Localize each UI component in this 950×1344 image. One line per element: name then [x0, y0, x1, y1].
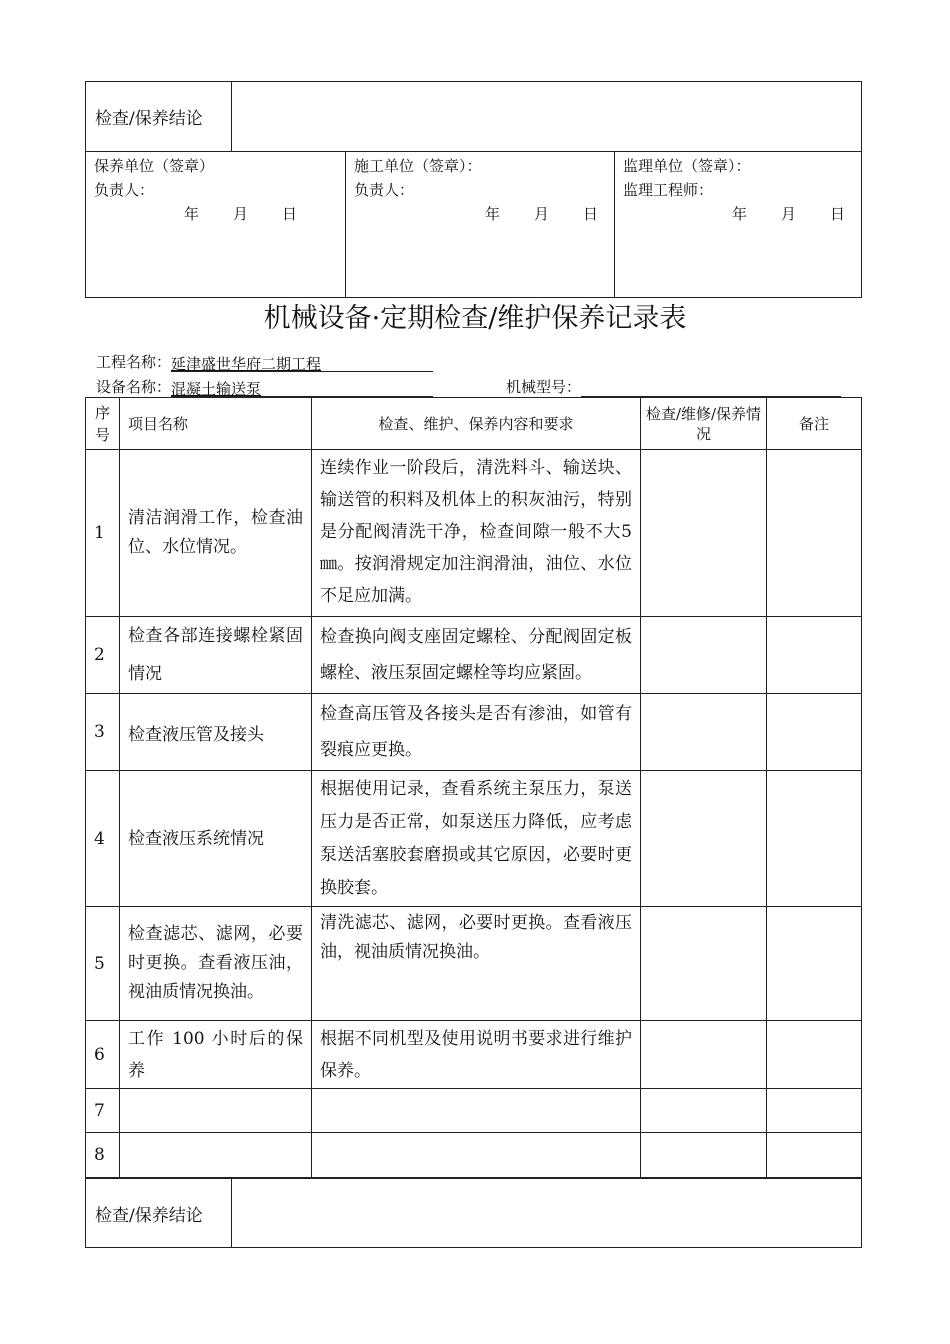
top-conclusion-field[interactable]: [232, 82, 862, 152]
supervision-date: 年 月 日: [731, 205, 845, 223]
row-item: 检查液压管及接头: [120, 694, 312, 771]
row-remark[interactable]: [767, 450, 862, 617]
maintenance-unit-cell[interactable]: [86, 152, 346, 298]
table-row: [86, 617, 862, 694]
table-row: [86, 694, 862, 771]
header-content: 检查、维护、保养内容和要求: [312, 398, 641, 450]
header-item: 项目名称: [120, 398, 312, 450]
supervision-unit-label: 监理单位（签章）：: [623, 157, 751, 175]
row-item: 检查滤芯、滤网，必要时更换。查看液压油，视油质情况换油。: [120, 907, 312, 1021]
row-status[interactable]: [641, 450, 767, 617]
row-remark[interactable]: [767, 771, 862, 907]
row-content: 检查高压管及各接头是否有渗油，如管有裂痕应更换。: [312, 694, 641, 771]
project-name-field[interactable]: 延津盛世华府二期工程: [171, 353, 433, 372]
top-conclusion-table: [85, 81, 862, 152]
row-content[interactable]: [312, 1133, 641, 1178]
construction-unit-cell[interactable]: [346, 152, 615, 298]
construction-date: 年 月 日: [484, 205, 598, 223]
row-item[interactable]: [120, 1089, 312, 1133]
row-item: 清洁润滑工作，检查油位、水位情况。: [120, 450, 312, 617]
row-seq: 8: [86, 1133, 120, 1178]
header-status: 检查/维修/保养情况: [641, 398, 767, 450]
row-status[interactable]: [641, 1133, 767, 1178]
row-content: 根据不同机型及使用说明书要求进行维护保养。: [312, 1021, 641, 1089]
row-seq: 7: [86, 1089, 120, 1133]
project-name-label: 工程名称：: [96, 353, 172, 371]
row-status[interactable]: [641, 694, 767, 771]
maintenance-unit-label: 保养单位（签章）: [94, 157, 215, 175]
signature-table: [85, 151, 862, 298]
supervision-unit-cell[interactable]: [615, 152, 862, 298]
construction-person-label: 负责人：: [354, 181, 415, 199]
model-label: 机械型号：: [506, 378, 582, 396]
row-seq: 5: [86, 907, 120, 1021]
row-remark[interactable]: [767, 1133, 862, 1178]
construction-unit-label: 施工单位（签章）：: [354, 157, 482, 175]
row-status[interactable]: [641, 1089, 767, 1133]
row-seq: 6: [86, 1021, 120, 1089]
equipment-name-row: [96, 376, 433, 397]
row-remark[interactable]: [767, 694, 862, 771]
row-status[interactable]: [641, 907, 767, 1021]
row-status[interactable]: [641, 1021, 767, 1089]
top-conclusion-label: 检查/保养结论: [86, 82, 232, 152]
row-seq: 3: [86, 694, 120, 771]
row-item[interactable]: [120, 1133, 312, 1178]
project-name-row: [96, 351, 433, 372]
row-remark[interactable]: [767, 907, 862, 1021]
bottom-conclusion-label: 检查/保养结论: [86, 1179, 232, 1248]
row-remark[interactable]: [767, 1089, 862, 1133]
equipment-name-field[interactable]: 混凝土输送泵: [171, 378, 433, 397]
header-seq: 序号: [86, 398, 120, 450]
row-item: 工作 100 小时后的保养: [120, 1021, 312, 1089]
table-row: [86, 450, 862, 617]
row-content: 检查换向阀支座固定螺栓、分配阀固定板螺栓、液压泵固定螺栓等均应紧固。: [312, 617, 641, 694]
supervision-engineer-label: 监理工程师：: [623, 181, 714, 199]
table-row: [86, 1133, 862, 1178]
maintenance-person-label: 负责人：: [94, 181, 155, 199]
row-content: 清洗滤芯、滤网，必要时更换。查看液压油，视油质情况换油。: [312, 907, 641, 1021]
model-field[interactable]: [581, 378, 841, 397]
row-seq: 2: [86, 617, 120, 694]
table-row: [86, 907, 862, 1021]
row-item: 检查液压系统情况: [120, 771, 312, 907]
row-status[interactable]: [641, 617, 767, 694]
bottom-conclusion-table: [85, 1178, 862, 1248]
table-row: [86, 771, 862, 907]
header-remark: 备注: [767, 398, 862, 450]
row-item: 检查各部连接螺栓紧固情况: [120, 617, 312, 694]
row-content: 根据使用记录，查看系统主泵压力，泵送压力是否正常，如泵送压力降低，应考虑泵送活塞胶套磨损或其它原因，必要时更换胶套。: [312, 771, 641, 907]
model-row: [506, 376, 841, 397]
row-seq: 4: [86, 771, 120, 907]
row-remark[interactable]: [767, 1021, 862, 1089]
row-content: 连续作业一阶段后，清洗料斗、输送块、输送管的积料及机体上的积灰油污，特别是分配阀清洗干净，检查间隙一般不大5㎜。按润滑规定加注润滑油，油位、水位不足应加满。: [312, 450, 641, 617]
page-title: 机械设备·定期检查/维护保养记录表: [263, 303, 687, 334]
table-row: [86, 1089, 862, 1133]
row-status[interactable]: [641, 771, 767, 907]
bottom-conclusion-field[interactable]: [232, 1179, 862, 1248]
inspection-table: [85, 397, 862, 1178]
table-row: [86, 1021, 862, 1089]
equipment-name-label: 设备名称：: [96, 378, 172, 396]
row-seq: 1: [86, 450, 120, 617]
row-content[interactable]: [312, 1089, 641, 1133]
maintenance-date: 年 月 日: [183, 205, 297, 223]
row-remark[interactable]: [767, 617, 862, 694]
